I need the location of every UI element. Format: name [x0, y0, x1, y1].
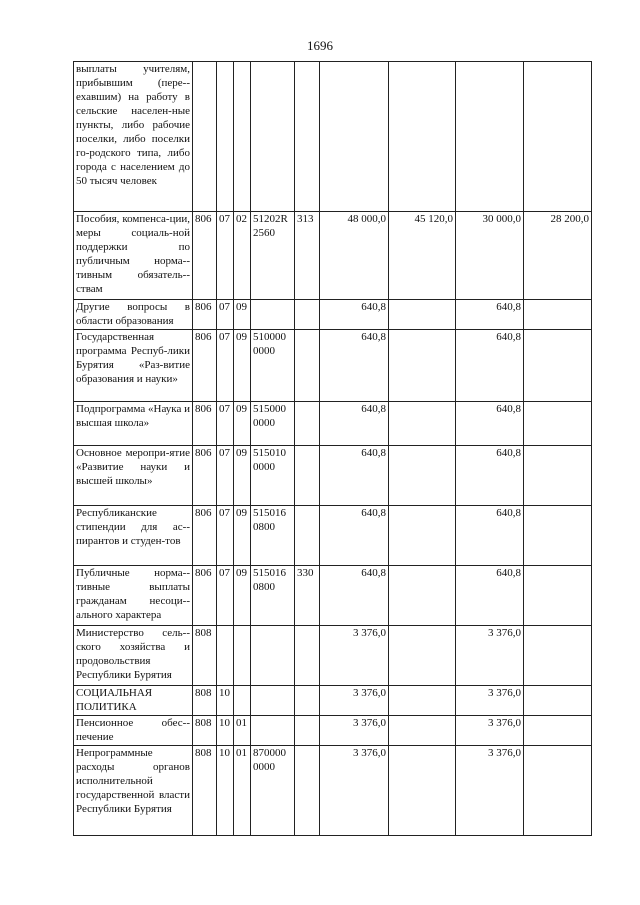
cell-amount-4: [524, 566, 592, 626]
table-row: [74, 212, 592, 300]
cell-expense-type: [295, 330, 320, 402]
cell-amount-3: 3 376,0: [456, 686, 524, 716]
cell-subsection: [234, 626, 251, 686]
table-row: [74, 746, 592, 836]
cell-article: 515016 0800: [251, 506, 295, 566]
cell-expense-type: [295, 626, 320, 686]
cell-section: 07: [217, 446, 234, 506]
cell-amount-2: [389, 402, 456, 446]
cell-article: [251, 300, 295, 330]
cell-name: выплаты учителям, прибывшим (пере-ехавшим) на работу в сельские населен-ные пункты, либо рабочие поселки, либо поселки го-родского типа, либо города с населением до 50 тысяч человек: [74, 62, 193, 212]
cell-amount-3: 3 376,0: [456, 716, 524, 746]
cell-amount-3: 640,8: [456, 506, 524, 566]
cell-amount-3: 640,8: [456, 300, 524, 330]
cell-section: 07: [217, 402, 234, 446]
cell-ministry: 806: [193, 402, 217, 446]
table-row: [74, 300, 592, 330]
cell-name: СОЦИАЛЬНАЯ ПОЛИТИКА: [74, 686, 193, 716]
cell-amount-1: 3 376,0: [320, 746, 389, 836]
cell-subsection: 01: [234, 716, 251, 746]
cell-ministry: 806: [193, 566, 217, 626]
cell-ministry: 806: [193, 506, 217, 566]
cell-amount-3: 640,8: [456, 402, 524, 446]
cell-name: Пособия, компенса-ции, меры социаль-ной поддержки по публичным норма-тивным обязатель-ствам: [74, 212, 193, 300]
cell-subsection: [234, 62, 251, 212]
cell-amount-1: 640,8: [320, 402, 389, 446]
table-row: [74, 686, 592, 716]
cell-expense-type: [295, 716, 320, 746]
cell-section: [217, 62, 234, 212]
cell-amount-1: 3 376,0: [320, 626, 389, 686]
cell-amount-3: 640,8: [456, 566, 524, 626]
cell-amount-2: [389, 626, 456, 686]
cell-amount-4: 28 200,0: [524, 212, 592, 300]
cell-expense-type: [295, 62, 320, 212]
cell-amount-4: [524, 686, 592, 716]
cell-amount-3: 3 376,0: [456, 746, 524, 836]
cell-ministry: 806: [193, 212, 217, 300]
cell-article: 51202R 2560: [251, 212, 295, 300]
cell-name: Другие вопросы в области образования: [74, 300, 193, 330]
cell-article: [251, 716, 295, 746]
cell-amount-1: 640,8: [320, 566, 389, 626]
cell-subsection: 09: [234, 330, 251, 402]
cell-expense-type: [295, 446, 320, 506]
cell-article: 515000 0000: [251, 402, 295, 446]
cell-amount-2: [389, 330, 456, 402]
table-row: [74, 506, 592, 566]
cell-ministry: 806: [193, 446, 217, 506]
cell-section: 10: [217, 686, 234, 716]
cell-section: [217, 626, 234, 686]
cell-expense-type: 330: [295, 566, 320, 626]
cell-name: Пенсионное обес-печение: [74, 716, 193, 746]
cell-ministry: 808: [193, 686, 217, 716]
table-row: [74, 626, 592, 686]
cell-article: [251, 62, 295, 212]
cell-amount-2: [389, 716, 456, 746]
cell-ministry: 808: [193, 716, 217, 746]
cell-subsection: 09: [234, 402, 251, 446]
cell-subsection: 09: [234, 566, 251, 626]
cell-section: 07: [217, 300, 234, 330]
cell-article: 515010 0000: [251, 446, 295, 506]
cell-name: Основное меропри-ятие «Развитие науки и высшей школы»: [74, 446, 193, 506]
table-body: [74, 62, 592, 836]
page-number: 1696: [307, 38, 333, 53]
cell-amount-4: [524, 506, 592, 566]
table-row: [74, 716, 592, 746]
cell-amount-3: 3 376,0: [456, 626, 524, 686]
table-row: [74, 446, 592, 506]
cell-expense-type: [295, 402, 320, 446]
cell-amount-1: 640,8: [320, 506, 389, 566]
cell-subsection: 02: [234, 212, 251, 300]
cell-amount-2: [389, 746, 456, 836]
cell-amount-1: [320, 62, 389, 212]
cell-amount-4: [524, 402, 592, 446]
cell-section: 10: [217, 716, 234, 746]
cell-amount-4: [524, 330, 592, 402]
cell-amount-4: [524, 626, 592, 686]
cell-amount-2: [389, 506, 456, 566]
cell-amount-1: 640,8: [320, 300, 389, 330]
cell-subsection: 09: [234, 506, 251, 566]
cell-ministry: [193, 62, 217, 212]
cell-name: Публичные норма-тивные выплаты гражданам несоци-ального характера: [74, 566, 193, 626]
cell-expense-type: 313: [295, 212, 320, 300]
cell-amount-2: [389, 566, 456, 626]
cell-name: Республиканские стипендии для ас-пирантов и студен-тов: [74, 506, 193, 566]
cell-subsection: 09: [234, 446, 251, 506]
cell-amount-1: 3 376,0: [320, 716, 389, 746]
cell-subsection: [234, 686, 251, 716]
cell-amount-4: [524, 446, 592, 506]
cell-article: 510000 0000: [251, 330, 295, 402]
cell-ministry: 806: [193, 330, 217, 402]
cell-expense-type: [295, 746, 320, 836]
cell-amount-2: 45 120,0: [389, 212, 456, 300]
cell-amount-4: [524, 62, 592, 212]
cell-ministry: 808: [193, 626, 217, 686]
cell-section: 10: [217, 746, 234, 836]
cell-amount-4: [524, 300, 592, 330]
table-row: [74, 402, 592, 446]
cell-amount-1: 3 376,0: [320, 686, 389, 716]
cell-name: Непрограммные расходы органов исполнительной государственной власти Республики Бурятия: [74, 746, 193, 836]
table-row: [74, 330, 592, 402]
cell-amount-3: 30 000,0: [456, 212, 524, 300]
cell-subsection: 01: [234, 746, 251, 836]
cell-name: Подпрограмма «Наука и высшая школа»: [74, 402, 193, 446]
cell-amount-3: 640,8: [456, 446, 524, 506]
cell-ministry: 808: [193, 746, 217, 836]
cell-expense-type: [295, 686, 320, 716]
cell-amount-1: 640,8: [320, 446, 389, 506]
cell-name: Министерство сель-ского хозяйства и продовольствия Республики Бурятия: [74, 626, 193, 686]
cell-article: [251, 686, 295, 716]
cell-amount-2: [389, 686, 456, 716]
cell-expense-type: [295, 506, 320, 566]
cell-ministry: 806: [193, 300, 217, 330]
cell-section: 07: [217, 212, 234, 300]
cell-subsection: 09: [234, 300, 251, 330]
cell-amount-4: [524, 716, 592, 746]
cell-amount-2: [389, 446, 456, 506]
cell-article: 870000 0000: [251, 746, 295, 836]
cell-amount-4: [524, 746, 592, 836]
cell-amount-1: 48 000,0: [320, 212, 389, 300]
table-row: [74, 566, 592, 626]
cell-amount-2: [389, 300, 456, 330]
cell-amount-2: [389, 62, 456, 212]
budget-table: [73, 61, 592, 836]
cell-name: Государственная программа Респуб-лики Бурятия «Раз-витие образования и науки»: [74, 330, 193, 402]
cell-article: [251, 626, 295, 686]
cell-section: 07: [217, 506, 234, 566]
cell-expense-type: [295, 300, 320, 330]
cell-amount-3: [456, 62, 524, 212]
cell-article: 515016 0800: [251, 566, 295, 626]
cell-section: 07: [217, 566, 234, 626]
cell-amount-1: 640,8: [320, 330, 389, 402]
cell-amount-3: 640,8: [456, 330, 524, 402]
table-row: [74, 62, 592, 212]
cell-section: 07: [217, 330, 234, 402]
